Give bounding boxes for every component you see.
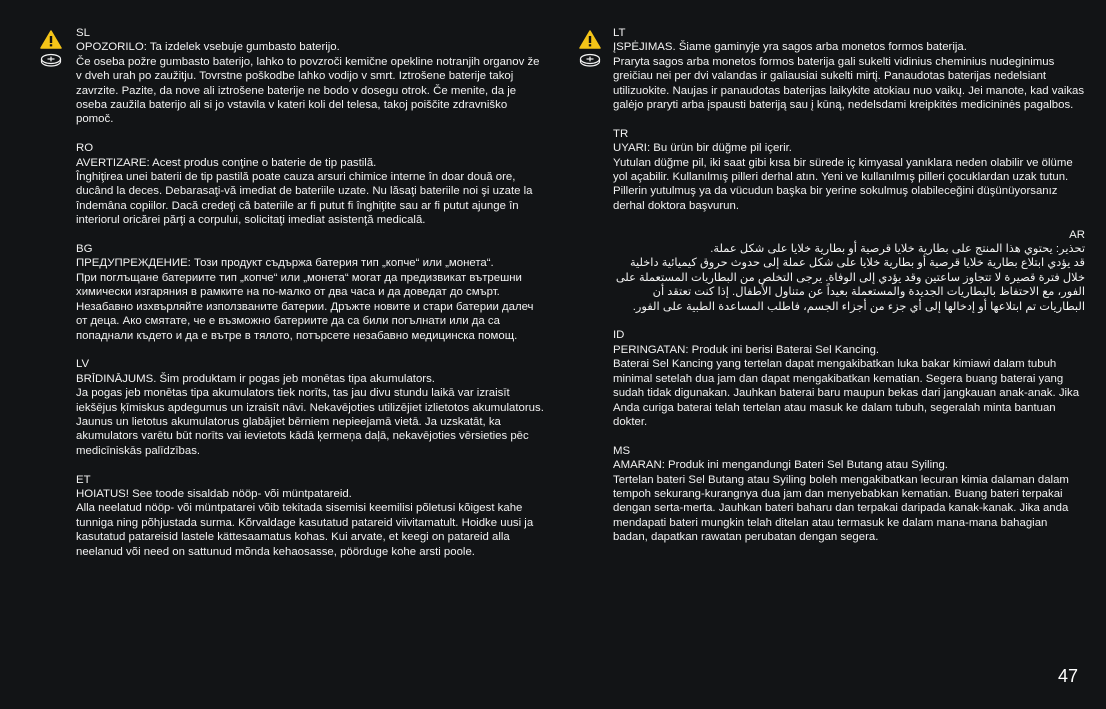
warning-heading: UYARI: Bu ürün bir düğme pil içerir. bbox=[613, 142, 792, 155]
section-bg bbox=[76, 242, 546, 343]
page-number: 47 bbox=[1057, 665, 1078, 686]
warning-heading: AVERTIZARE: Acest produs conţine o baterie de tip pastilă. bbox=[76, 156, 377, 169]
warning-body: Če oseba požre gumbasto baterijo, lahko to povzroči kemične opekline notranjih organov že v dveh urah po zaužitju. Tovrstne poškodbe lahko vodijo v smrt. Iztrošene baterije takoj zavrzite. Pazite, da nove ali iztrošene baterije ne bodo v dosegu otrok. Če menite, da je oseba zaužila baterijo ali si jo vstavila v kateri koli del telesa, takoj poiščite zdravniško pomoč. bbox=[76, 55, 540, 126]
section-et bbox=[76, 473, 546, 559]
section-sl bbox=[76, 26, 546, 127]
language-code: LT bbox=[613, 27, 626, 39]
coin-cell-battery-icon bbox=[579, 53, 601, 67]
warning-body: Ja pogas jeb monētas tipa akumulators tiek norīts, tas jau divu stundu laikā var izraisīt iekšējus ķīmiskus apdegumus un izraisīt nāvi. Nekavējoties utilizējiet izlietotos akumulatorus. Jaunus un lietotus akumulatorus glabājiet bērniem nepieejamā vietā. Ja uzskatāt, ka akumulators varētu būt norīts vai ievietots kādā ķermeņa daļā, nekavējoties vērsieties pēc medicīniskās palīdzības. bbox=[76, 387, 544, 457]
warning-triangle-icon bbox=[40, 30, 62, 49]
language-code: TR bbox=[613, 127, 629, 140]
section-tr bbox=[613, 127, 1085, 213]
warning-body: Alla neelatud nööp- või müntpatarei võib tekitada sisemisi keemilisi põletusi kõigest kahe tunniga ning põhjustada surma. Kõrvaldage kasutatud patareid viivitamatult. Hoidke uusi ja kasutatud patareisid lastele kättesaamatus kohas. Kui arvate, et keegi on patareid alla neelanud või need on sattunud mõnda kehaosasse, pöörduge kohe arsti poole. bbox=[76, 502, 534, 558]
warning-heading: OPOZORILO: Ta izdelek vsebuje gumbasto baterijo. bbox=[76, 41, 340, 54]
right-column bbox=[613, 26, 1085, 559]
warning-heading: AMARAN: Produk ini mengandungi Bateri Sel Butang atau Syiling. bbox=[613, 459, 948, 472]
warning-body: Yutulan düğme pil, iki saat gibi kısa bir sürede iç kimyasal yanıklara neden olabilir ve ölüme yol açabilir. Kullanılmış pilleri derhal atın. Yeni ve kullanılmış pilleri çocuklardan uzak tutun. Pillerin yutulmuş ya da vücudun başka bir yerine sokulmuş olabileceğini düşünüyorsanız derhal doktora başvurun. bbox=[613, 156, 1073, 212]
right-warning-icons bbox=[577, 30, 603, 67]
section-ar bbox=[613, 228, 1085, 314]
language-code: ID bbox=[613, 329, 625, 342]
section-lv bbox=[76, 357, 546, 458]
warning-heading: BRĪDINĀJUMS. Šim produktam ir pogas jeb monētas tipa akumulators. bbox=[76, 372, 435, 385]
language-code: BG bbox=[76, 243, 93, 256]
language-code: ET bbox=[76, 473, 91, 486]
warning-heading: ĮSPĖJIMAS. Šiame gaminyje yra sagos arba monetos formos baterija. bbox=[613, 41, 967, 54]
warning-body: قد يؤدي ابتلاع بطارية خلايا قرصية أو بطارية خلايا على شكل عملة إلى حدوث حروق كيميائية داخلية خلال فترة قصيرة لا تتجاوز ساعتين وقد يؤدي إلى الوفاة. يرجى التخلص من البطاريات المستعملة على الفور، مع الاحتفاظ بالبطاريات الجديدة والمستعملة بعيداً عن متناول الأطفال. إذا كنت تعتقد أن البطاريات تم ابتلاعها أو إدخالها إلى أي جزء من أجزاء الجسم، فاطلب المساعدة الطبية على الفور. bbox=[615, 257, 1085, 313]
language-code: MS bbox=[613, 444, 631, 457]
section-ms bbox=[613, 444, 1085, 545]
left-column bbox=[76, 26, 546, 573]
coin-cell-battery-icon bbox=[40, 53, 62, 67]
warning-heading: HOIATUS! See toode sisaldab nööp- või müntpatareid. bbox=[76, 487, 352, 500]
warning-heading: PERINGATAN: Produk ini berisi Baterai Sel Kancing. bbox=[613, 343, 880, 356]
left-warning-icons bbox=[38, 30, 64, 67]
warning-body: Tertelan bateri Sel Butang atau Syiling boleh mengakibatkan lecuran kimia dalaman dalam tempoh sekurang-kurangnya dua jam dan menyebabkan kematian. Buang bateri terpakai dengan serta-merta. Jauhkan bateri baharu dan terpakai daripada kanak-kanak. Jika anda mendapati bateri mungkin telah ditelan atau termasuk ke dalam mana-mana bahagian badan, dapatkan rawatan perubatan dengan segera. bbox=[613, 473, 1069, 544]
language-code: LV bbox=[76, 358, 90, 371]
language-code: AR bbox=[1069, 228, 1085, 241]
warning-body: При поглъщане батериите тип „копче“ или „монета“ могат да предизвикат вътрешни химически изгаряния в рамките на по-малко от два часа и да доведат до смърт. Незабавно изхвърляйте използваните батерии. Дръжте новите и стари батерии далеч от деца. Ако смятате, че е възможно батериите да са били погълнати или да са попаднали където и да е вътре в тялото, потърсете незабавно медицинска помощ. bbox=[76, 271, 534, 342]
warning-body: Baterai Sel Kancing yang tertelan dapat mengakibatkan luka bakar kimiawi dalam tubuh minimal setelah dua jam dan dapat mengakibatkan kematian. Segera buang baterai yang sudah tidak digunakan. Jauhkan baterai baru maupun bekas dari jangkauan anak-anak. Jika Anda curiga baterai telah tertelan atau masuk ke dalam tubuh, segeralah minta bantuan dokter. bbox=[613, 358, 1080, 428]
section-id bbox=[613, 328, 1085, 429]
section-ro bbox=[76, 141, 546, 227]
warning-body: Praryta sagos arba monetos formos baterija gali sukelti vidinius cheminius nudeginimus greičiau nei per dvi valandas ir galiausiai sukelti mirtį. Panaudotas baterijas nedelsiant utilizuokite. Naujas ir panaudotas baterijas laikykite atokiau nuo vaikų. Jei manote, kad vaikas galėjo praryti arba įspausti bateriją sau į kūną, nedelsdami kreipkitės medicininės pagalbos. bbox=[613, 55, 1085, 112]
warning-heading: ПРЕДУПРЕЖДЕНИЕ: Този продукт съдържа батерия тип „копче“ или „монета“. bbox=[76, 257, 494, 270]
warning-triangle-icon bbox=[579, 30, 601, 49]
warning-body: Înghiţirea unei baterii de tip pastilă poate cauza arsuri chimice interne în doar două ore, ducând la deces. Debarasaţi-vă imediat de bateriile uzate. Nu lăsaţi bateriile noi şi uzate la îndemâna copiilor. Dacă credeţi că bateriile ar fi putut fi înghiţite sau ar fi putut ajunge în interiorul oricărei părţi a corpului, solicitaţi imediat asistenţă medicală. bbox=[76, 171, 533, 227]
language-code: SL bbox=[76, 27, 90, 39]
section-lt bbox=[613, 26, 1085, 112]
language-code: RO bbox=[76, 142, 94, 155]
warning-heading: تحذير: يحتوي هذا المنتج على بطارية خلايا قرصية أو بطارية خلايا على شكل عملة. bbox=[710, 243, 1085, 256]
